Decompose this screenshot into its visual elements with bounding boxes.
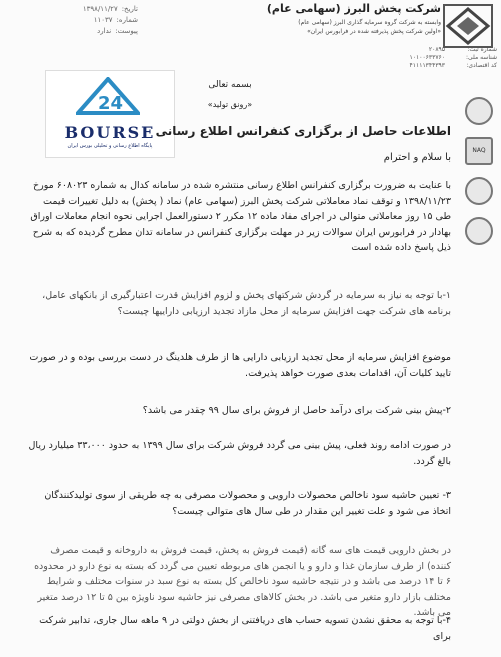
attachment-value: ندارد <box>97 27 112 35</box>
company-subtitle: وابسته به شرکت گروه سرمایه گذاری البرز (سهامی عام) «اولین شرکت پخش پذیرفته شده در فرابورس ایران» <box>298 19 441 35</box>
bismillah: بسمه تعالی <box>208 80 252 90</box>
answer-1: موضوع افزایش سرمایه از محل تجدید ارزیابی دارایی ها از طرف هلدینگ در دست بررسی بوده و در صورت تایید کلیات آن، اقدامات بعدی صورت خواهد پذیرفت. <box>29 352 451 379</box>
number-value: ۱۱۰۳۷ <box>93 16 113 24</box>
intro-paragraph: با عنایت به ضرورت برگزاری کنفرانس اطلاع رسانی منتشره شده در سامانه کدال به شماره ۶۰۸۰۲۳ مورخ ۱۳۹۸/۱۱/۲۳ و توقف نماد معاملاتی شرکت پخش البرز (سهامی عام) نماد ( پخش) به دلیل تغییرات قیمت طی ۱۵ روز معاملاتی متوالی در اجرای مفاد ماده ۱۲ مکرر ۲ دستورالعمل اجرایی نحوه انجام معاملات اوراق بهادار در فرابورس ایران سوالات زیر در مهلت برگزاری کنفرانس در سامانه تدان مطرح گردیده که به شرح ذیل پاسخ داده شده است <box>30 180 451 253</box>
number-row <box>8 15 138 26</box>
answer-3: در بخش دارویی قیمت های سه گانه (قیمت فروش به پخش، قیمت فروش به داروخانه و قیمت مصرف کننده) از طرف سازمان غذا و دارو و یا انجمن های مربوطه تعیین می گردد که بسته به نوع دارو در محدوده ۶ تا ۱۴ درصد می باشد و در نتیجه حاشیه سود ناخالص کل بسته به نوع سبد در سنوات مختلف و شرایط مختلف بازار دارو متغیر می باشد. در بخش کالاهای مصرفی نیز حاشیه سود ناویژه بین ۵ تا ۱۲ درصد متغیر می باشد. <box>34 545 451 618</box>
question-3: ۳- تعیین حاشیه سود ناخالص محصولات دارویی و محصولات مصرفی به چه طریقی از سوی تولیدکنندگان اتخاذ می شود و علت تغییر این مقدار در طی سال های متوالی چیست؟ <box>44 490 451 517</box>
certification-icons <box>463 85 495 257</box>
question-4: ۴-با توجه به محقق نشدن تسویه حساب های دریافتنی از بخش دولتی در ۹ ماهه سال جاری، تدابیر شرکت برای <box>39 615 451 642</box>
naq-icon: NAQ <box>465 137 493 165</box>
bourse-mark-icon <box>76 77 140 117</box>
registration-numbers: ۲۰۸۹۵ ۱۰۱۰۰۶۳۳۷۶۰ ۴۱۱۱۱۳۴۴۳۹۳ <box>409 46 445 69</box>
bourse-wordmark: BOURSE <box>64 123 156 142</box>
attachment-label: پیوست: <box>115 27 138 35</box>
greeting: با سلام و احترام <box>383 152 451 163</box>
quality-seal-icon <box>465 177 493 205</box>
date-value: ۱۳۹۸/۱۱/۲۷ <box>82 5 118 13</box>
bourse-caption: پایگاه اطلاع رسانی و تحلیلی بورس ایران <box>67 143 153 149</box>
company-logo-icon <box>443 4 493 48</box>
year-slogan: «رونق تولید» <box>207 100 253 109</box>
certification-seal-icon <box>465 97 493 125</box>
date-label: تاریخ: <box>121 5 138 13</box>
registration-labels: شماره ثبت: شناسه ملی: کد اقتصادی: <box>465 46 497 69</box>
leaf-icon <box>465 217 493 245</box>
date-row <box>8 4 138 15</box>
letter-title: اطلاعات حاصل از برگزاری کنفرانس اطلاع رسانی <box>155 124 451 138</box>
answer-2: در صورت ادامه روند فعلی، پیش بینی می گردد فروش شرکت برای سال ۱۳۹۹ به حدود ۳۳،۰۰۰ میلیارد ریال بالغ گردد. <box>28 440 451 467</box>
svg-text:24: 24 <box>98 93 124 114</box>
company-name: شرکت پخش البرز (سهامی عام) <box>266 2 441 15</box>
question-1: ۱-با توجه به نیاز به سرمایه در گردش شرکتهای پخش و لزوم افزایش قدرت اعتبارگیری از بانکهای عامل، برنامه های شرکت جهت افزایش سرمایه از محل مازاد تجدید ارزیابی داراییها چیست؟ <box>42 290 451 317</box>
question-2: ۲-پیش بینی شرکت برای درآمد حاصل از فروش برای سال ۹۹ چقدر می باشد؟ <box>142 405 451 416</box>
number-label: شماره: <box>116 16 138 24</box>
letter-meta <box>8 4 138 37</box>
attachment-row <box>8 26 138 37</box>
